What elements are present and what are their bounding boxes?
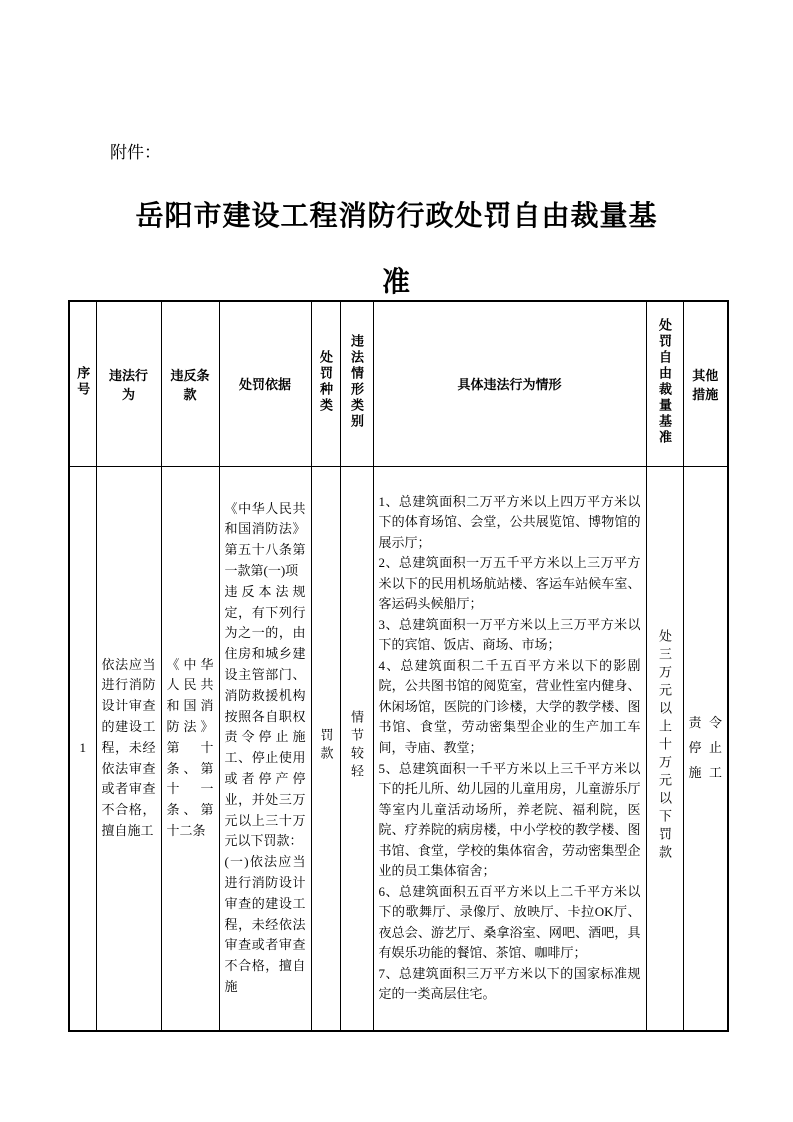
circumstance-category-text: 情节较轻 — [349, 710, 364, 783]
circumstance-item: 5、总建筑面积一千平方米以上三千平方米以下的托儿所、幼儿园的儿童用房，儿童游乐厅等室内儿童活动场所，养老院、福利院，医院、疗养院的病房楼，中小学校的教学楼、图书馆、食堂，学校的集体宿舍，劳动密集型企业的员工集体宿舍； — [378, 760, 641, 879]
header-specific-circumstances-label: 具体违法行为情形 — [457, 377, 562, 393]
cell-punishment-type — [311, 466, 340, 1031]
cell-discretion-standard — [646, 466, 683, 1031]
page-title-line1: 岳阳市建设工程消防行政处罚自由裁量基 — [135, 201, 658, 232]
page-title-line2: 准 — [381, 267, 411, 298]
cell-violated-clause: 《中华人民共和国消防法》第 十条、第 十一条、第 十二条 — [161, 466, 219, 1031]
header-other-measures-label: 其他措施 — [692, 367, 719, 402]
header-punishment-type-label: 处罚种类 — [318, 349, 333, 414]
header-other-measures — [683, 301, 728, 466]
header-circumstance-category — [340, 301, 373, 466]
punishment-basis-paragraph: 《中华人民共和国消防法》第五十八条第一款第(一)项 — [224, 500, 306, 579]
circumstance-item: 3、总建筑面积一万平方米以上三万平方米以下的宾馆、饭店、商场、市场； — [378, 616, 641, 653]
cell-illegal-act: 依法应当进行消防设计审查的建设工程，未经依法审查或者审查不合格，擅自施工 — [96, 466, 161, 1031]
table-row — [69, 466, 728, 1031]
header-specific-circumstances — [373, 301, 646, 466]
cell-serial-number: 1 — [69, 466, 96, 1031]
circumstance-item: 1、总建筑面积二万平方米以上四万平方米以下的体育场馆、会堂，公共展览馆、博物馆的展示厅； — [378, 493, 641, 550]
header-violated-clause — [161, 301, 219, 466]
circumstance-item: 6、总建筑面积五百平方米以上二千平方米以下的歌舞厅、录像厅、放映厅、卡拉OK厅、夜总会、游艺厅、桑拿浴室、网吧、酒吧，具有娱乐功能的餐馆、茶馆、咖啡厅； — [378, 883, 641, 961]
circumstance-item: 7、总建筑面积三万平方米以下的国家标准规定的一类高层住宅。 — [378, 965, 641, 1002]
cell-circumstance-category — [340, 466, 373, 1031]
circumstance-item: 2、总建筑面积一万五千平方米以上三万平方米以下的民用机场航站楼、客运车站候车室、客运码头候船厅； — [378, 555, 641, 612]
header-discretion-standard — [646, 301, 683, 466]
punishment-type-text: 罚款 — [318, 728, 334, 765]
header-illegal-act-label: 违法行为 — [108, 367, 148, 402]
header-serial-number-label: 序号 — [75, 365, 91, 398]
cell-other-measures: 责令停止施工 — [683, 466, 728, 1031]
header-punishment-basis — [219, 301, 311, 466]
header-circumstance-category-label: 违法情形类别 — [349, 333, 364, 430]
table-header-row — [69, 301, 728, 466]
circumstance-item: 4、总建筑面积二千五百平方米以下的影剧院，公共图书馆的阅览室，营业性室内健身、休闲场馆，医院的门诊楼，大学的教学楼、图书馆、食堂，劳动密集型企业的生产加工车间，寺庙、教堂； — [378, 657, 641, 755]
header-punishment-type — [311, 301, 340, 466]
cell-punishment-basis — [219, 466, 311, 1031]
cell-specific-circumstances — [373, 466, 646, 1031]
punishment-basis-paragraph: 违反本法规定，有下列行为之一的，由住房和城乡建设主管部门、消防救援机构按照各自职权责令停止施工、停止使用或者停产停业，并处三万元以上三十万元以下罚款： — [224, 583, 306, 849]
header-illegal-act — [96, 301, 161, 466]
header-serial-number — [69, 301, 96, 466]
header-punishment-basis-label: 处罚依据 — [238, 377, 291, 393]
punishment-basis-paragraph: (一)依法应当进行消防设计审查的建设工程，未经依法审查或者审查不合格，擅自施 — [224, 854, 306, 995]
header-discretion-standard-label: 处罚自由裁量基准 — [657, 317, 672, 446]
header-violated-clause-label: 违反条款 — [170, 367, 210, 402]
attachment-label: 附件： — [110, 143, 161, 162]
discretion-table — [68, 300, 729, 1032]
discretion-standard-text: 处三万元以上十万元以下罚款 — [657, 629, 672, 864]
page-title — [0, 184, 793, 316]
